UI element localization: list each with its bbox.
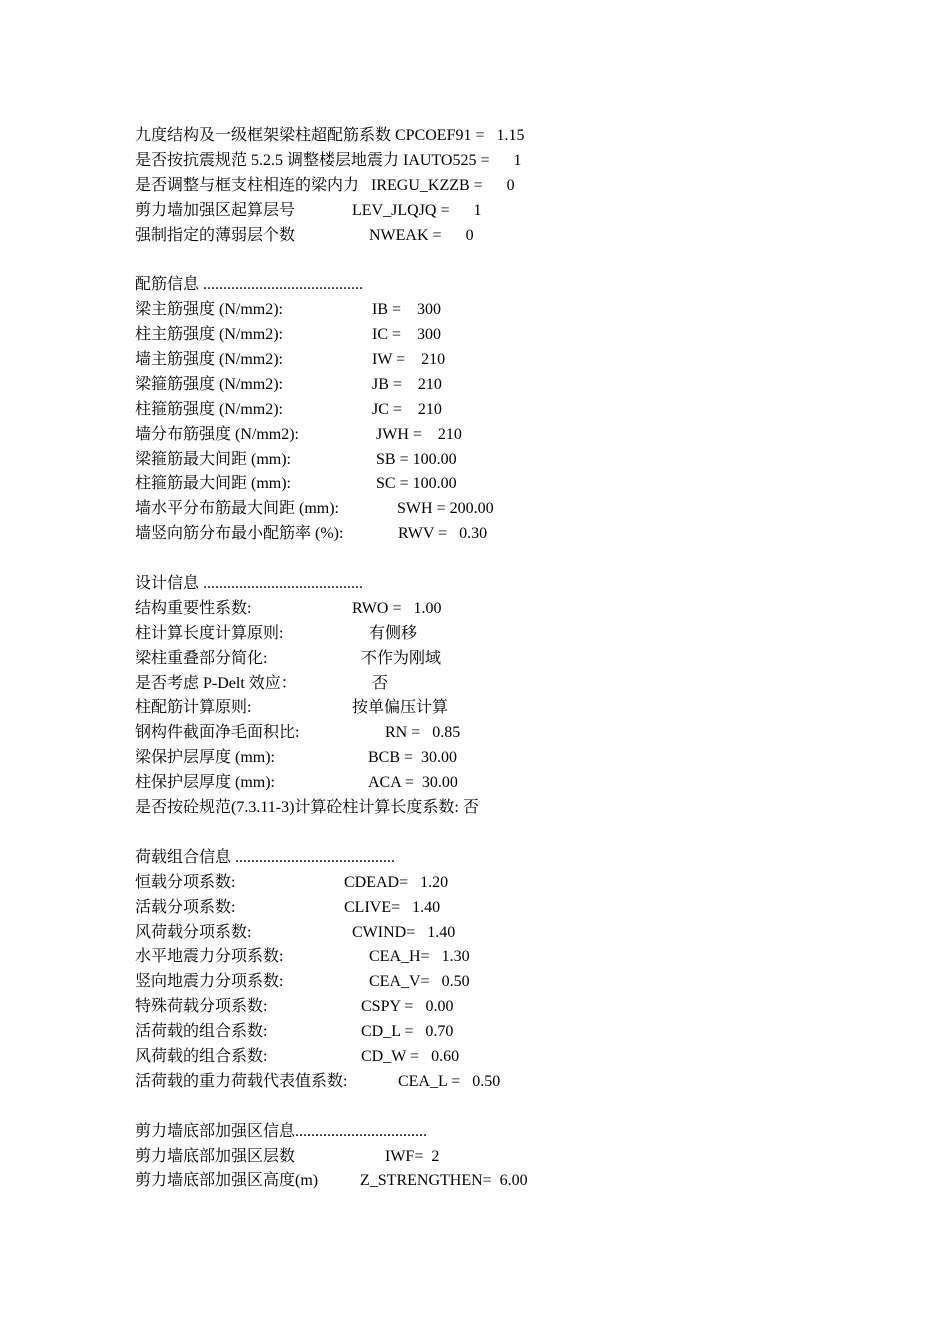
param-value: RWO = 1.00 [352, 599, 442, 617]
param-row [135, 622, 895, 647]
param-value: SB = 100.00 [376, 450, 457, 468]
param-label: 墙竖向筋分布最小配筋率 (%): [135, 525, 344, 543]
param-label: 是否考虑 P-Delt 效应： [135, 674, 297, 692]
param-label: 风荷载分项系数: [135, 923, 252, 941]
section-title: 剪力墙底部加强区信息................................. [135, 1122, 428, 1140]
param-row-iauto525 [135, 149, 895, 174]
param-value: ACA = 30.00 [368, 774, 458, 792]
param-value: CD_W = 0.60 [361, 1047, 460, 1065]
param-value: IC = 300 [372, 326, 442, 344]
param-row [135, 1169, 895, 1194]
param-value: RN = 0.85 [385, 724, 461, 742]
param-row [135, 896, 895, 921]
param-label: 活荷载的组合系数: [135, 1023, 268, 1041]
spacer [135, 821, 895, 846]
param-label: 梁箍筋最大间距 (mm): [135, 450, 291, 468]
param-value: 按单偏压计算 [352, 699, 449, 717]
spacer [135, 1095, 895, 1120]
param-row [135, 472, 895, 497]
param-value: Z_STRENGTHEN= 6.00 [360, 1172, 528, 1190]
param-value: 不作为刚域 [361, 649, 442, 667]
section-title: 设计信息 ........................................ [135, 575, 364, 593]
param-text: 是否按抗震规范 5.2.5 调整楼层地震力 IAUTO525 = 1 [135, 151, 522, 169]
param-value: NWEAK = 0 [369, 226, 474, 244]
param-row [135, 945, 895, 970]
param-label: 活载分项系数: [135, 898, 236, 916]
param-text: 九度结构及一级框架梁柱超配筋系数 CPCOEF91 = 1.15 [135, 127, 525, 144]
spacer [135, 547, 895, 572]
param-row [135, 721, 895, 746]
param-value: 有侧移 [369, 624, 418, 642]
param-label: 风荷载的组合系数: [135, 1047, 268, 1065]
param-value: CLIVE= 1.40 [344, 898, 441, 916]
param-label: 墙水平分布筋最大间距 (mm): [135, 500, 339, 518]
param-label: 强制指定的薄弱层个数 [135, 226, 296, 244]
param-label: 柱配筋计算原则: [135, 699, 252, 717]
param-row [135, 1145, 895, 1170]
param-label: 恒载分项系数: [135, 873, 236, 891]
param-label: 柱计算长度计算原则: [135, 624, 284, 642]
param-row [135, 1070, 895, 1095]
param-label: 竖向地震力分项系数: [135, 973, 284, 991]
param-label: 特殊荷载分项系数: [135, 998, 268, 1016]
param-value: SC = 100.00 [376, 475, 457, 493]
param-row-iregu-kzzb [135, 174, 895, 199]
param-value: CSPY = 0.00 [361, 998, 454, 1016]
param-value: RWV = 0.30 [398, 525, 488, 543]
param-label: 梁主筋强度 (N/mm2): [135, 301, 283, 319]
param-row [135, 373, 895, 398]
param-row [135, 921, 895, 946]
param-label: 柱保护层厚度 (mm): [135, 774, 275, 792]
param-text: 是否调整与框支柱相连的梁内力 IREGU_KZZB = 0 [135, 176, 515, 194]
section-header-load [135, 846, 895, 871]
param-value: BCB = 30.00 [368, 749, 458, 767]
param-row-lev-jlqjq [135, 199, 895, 224]
param-value: JB = 210 [372, 375, 442, 393]
param-row-nweak [135, 224, 895, 249]
param-row [135, 871, 895, 896]
section-header-design [135, 572, 895, 597]
param-value: JC = 210 [372, 400, 442, 418]
param-label: 梁柱重叠部分简化: [135, 649, 268, 667]
param-label: 柱箍筋最大间距 (mm): [135, 475, 291, 493]
param-row [135, 696, 895, 721]
param-row [135, 647, 895, 672]
param-value: SWH = 200.00 [397, 500, 494, 518]
param-row [135, 398, 895, 423]
param-label: 剪力墙底部加强区高度(m) [135, 1172, 319, 1190]
param-label: 梁箍筋强度 (N/mm2): [135, 375, 283, 393]
param-value: 否 [372, 674, 389, 692]
param-value: IW = 210 [372, 351, 446, 369]
param-label: 活荷载的重力荷载代表值系数: [135, 1072, 348, 1090]
section-title: 配筋信息 ........................................ [135, 276, 364, 294]
section-header-reinforcement [135, 273, 895, 298]
param-row [135, 522, 895, 547]
param-value: LEV_JLQJQ = 1 [352, 201, 482, 219]
param-label: 结构重要性系数: [135, 599, 252, 617]
param-row [135, 995, 895, 1020]
parameter-listing [135, 124, 895, 1194]
param-label: 水平地震力分项系数: [135, 948, 284, 966]
param-row [135, 1045, 895, 1070]
param-value: IWF= 2 [385, 1147, 440, 1165]
param-value: CEA_V= 0.50 [369, 973, 470, 991]
param-label: 梁保护层厚度 (mm): [135, 749, 275, 767]
param-text: 是否按砼规范(7.3.11-3)计算砼柱计算长度系数: 否 [135, 799, 479, 817]
param-row [135, 497, 895, 522]
param-label: 剪力墙加强区起算层号 [135, 201, 296, 219]
param-row [135, 1020, 895, 1045]
param-value: CDEAD= 1.20 [344, 873, 449, 891]
param-row [135, 970, 895, 995]
param-row [135, 597, 895, 622]
param-row [135, 448, 895, 473]
param-label: 剪力墙底部加强区层数 [135, 1147, 296, 1165]
param-value: IB = 300 [372, 301, 442, 319]
param-value: CEA_H= 1.30 [369, 948, 470, 966]
param-row [135, 298, 895, 323]
param-row [135, 323, 895, 348]
param-label: 墙主筋强度 (N/mm2): [135, 351, 283, 369]
spacer [135, 248, 895, 273]
param-row-cpcoef91 [135, 124, 895, 149]
param-row [135, 423, 895, 448]
param-row [135, 348, 895, 373]
param-label: 柱主筋强度 (N/mm2): [135, 326, 283, 344]
param-label: 钢构件截面净毛面积比: [135, 724, 300, 742]
section-title: 荷载组合信息 ........................................ [135, 848, 396, 866]
param-value: CWIND= 1.40 [352, 923, 456, 941]
param-row [135, 771, 895, 796]
param-value: CEA_L = 0.50 [398, 1072, 501, 1090]
param-label: 墙分布筋强度 (N/mm2): [135, 425, 299, 443]
param-label: 柱箍筋强度 (N/mm2): [135, 400, 283, 418]
param-value: CD_L = 0.70 [361, 1023, 454, 1041]
param-value: JWH = 210 [376, 425, 462, 443]
param-row [135, 746, 895, 771]
param-row [135, 672, 895, 697]
param-row [135, 796, 895, 821]
section-header-shearwall [135, 1120, 895, 1145]
